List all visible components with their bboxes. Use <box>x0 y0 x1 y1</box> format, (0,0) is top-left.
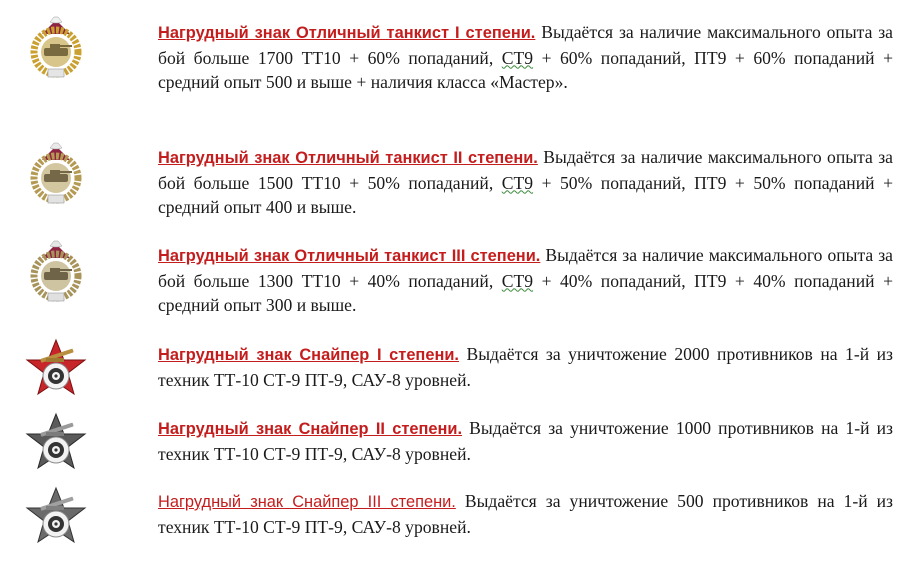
sniper-badge-3-icon <box>24 484 88 556</box>
sniper-badge-1-icon <box>24 336 88 408</box>
award-title: Нагрудный знак Снайпер III степени. <box>158 493 456 511</box>
sniper-badge-2-icon <box>24 410 88 482</box>
award-description: Выдаётся за уничтожение 2000 противников на 1-й из техник ТТ-10 СТ-9 ПТ-9, САУ-8 уровней. <box>158 344 893 390</box>
award-description-rest: + 40% попаданий, ПТ9 + 40% попаданий + средний опыт 300 и выше. <box>158 270 893 315</box>
award-title: Нагрудный знак Отличный танкист I степени. <box>158 24 536 42</box>
excellent-tanker-badge-1-icon <box>24 14 88 86</box>
award-description-rest: + 60% попаданий, ПТ9 + 60% попаданий + средний опыт 500 и выше + наличия класса «Мастер». <box>158 47 893 92</box>
award-text <box>158 243 893 318</box>
award-text <box>158 416 893 466</box>
award-text <box>158 342 893 392</box>
award-title: Нагрудный знак Отличный танкист III степени. <box>158 247 541 265</box>
award-description: Выдаётся за наличие максимального опыта за бой больше 1300 ТТ10 + 40% попаданий, <box>158 245 893 291</box>
award-title: Нагрудный знак Снайпер II степени. <box>158 420 463 438</box>
excellent-tanker-badge-3-icon <box>24 238 88 310</box>
award-text <box>158 489 893 539</box>
award-description-rest: + 50% попаданий, ПТ9 + 50% попаданий + средний опыт 400 и выше. <box>158 172 893 217</box>
award-title: Нагрудный знак Отличный танкист II степени. <box>158 149 538 167</box>
award-description: Выдаётся за наличие максимального опыта за бой больше 1700 ТТ10 + 60% попаданий, <box>158 22 893 68</box>
award-description: Выдаётся за уничтожение 500 противников на 1-й из техник ТТ-10 СТ-9 ПТ-9, САУ-8 уровней. <box>158 491 893 537</box>
award-title: Нагрудный знак Снайпер I степени. <box>158 346 459 364</box>
award-description-term: СТ9 <box>501 172 534 193</box>
award-description: Выдаётся за наличие максимального опыта за бой больше 1500 ТТ10 + 50% попаданий, <box>158 147 893 193</box>
award-description-term: СТ9 <box>501 270 534 291</box>
award-text <box>158 20 893 95</box>
excellent-tanker-badge-2-icon <box>24 140 88 212</box>
award-description: Выдаётся за уничтожение 1000 противников на 1-й из техник ТТ-10 СТ-9 ПТ-9, САУ-8 уровней. <box>158 418 893 464</box>
award-text <box>158 145 893 220</box>
award-description-term: СТ9 <box>501 47 534 68</box>
